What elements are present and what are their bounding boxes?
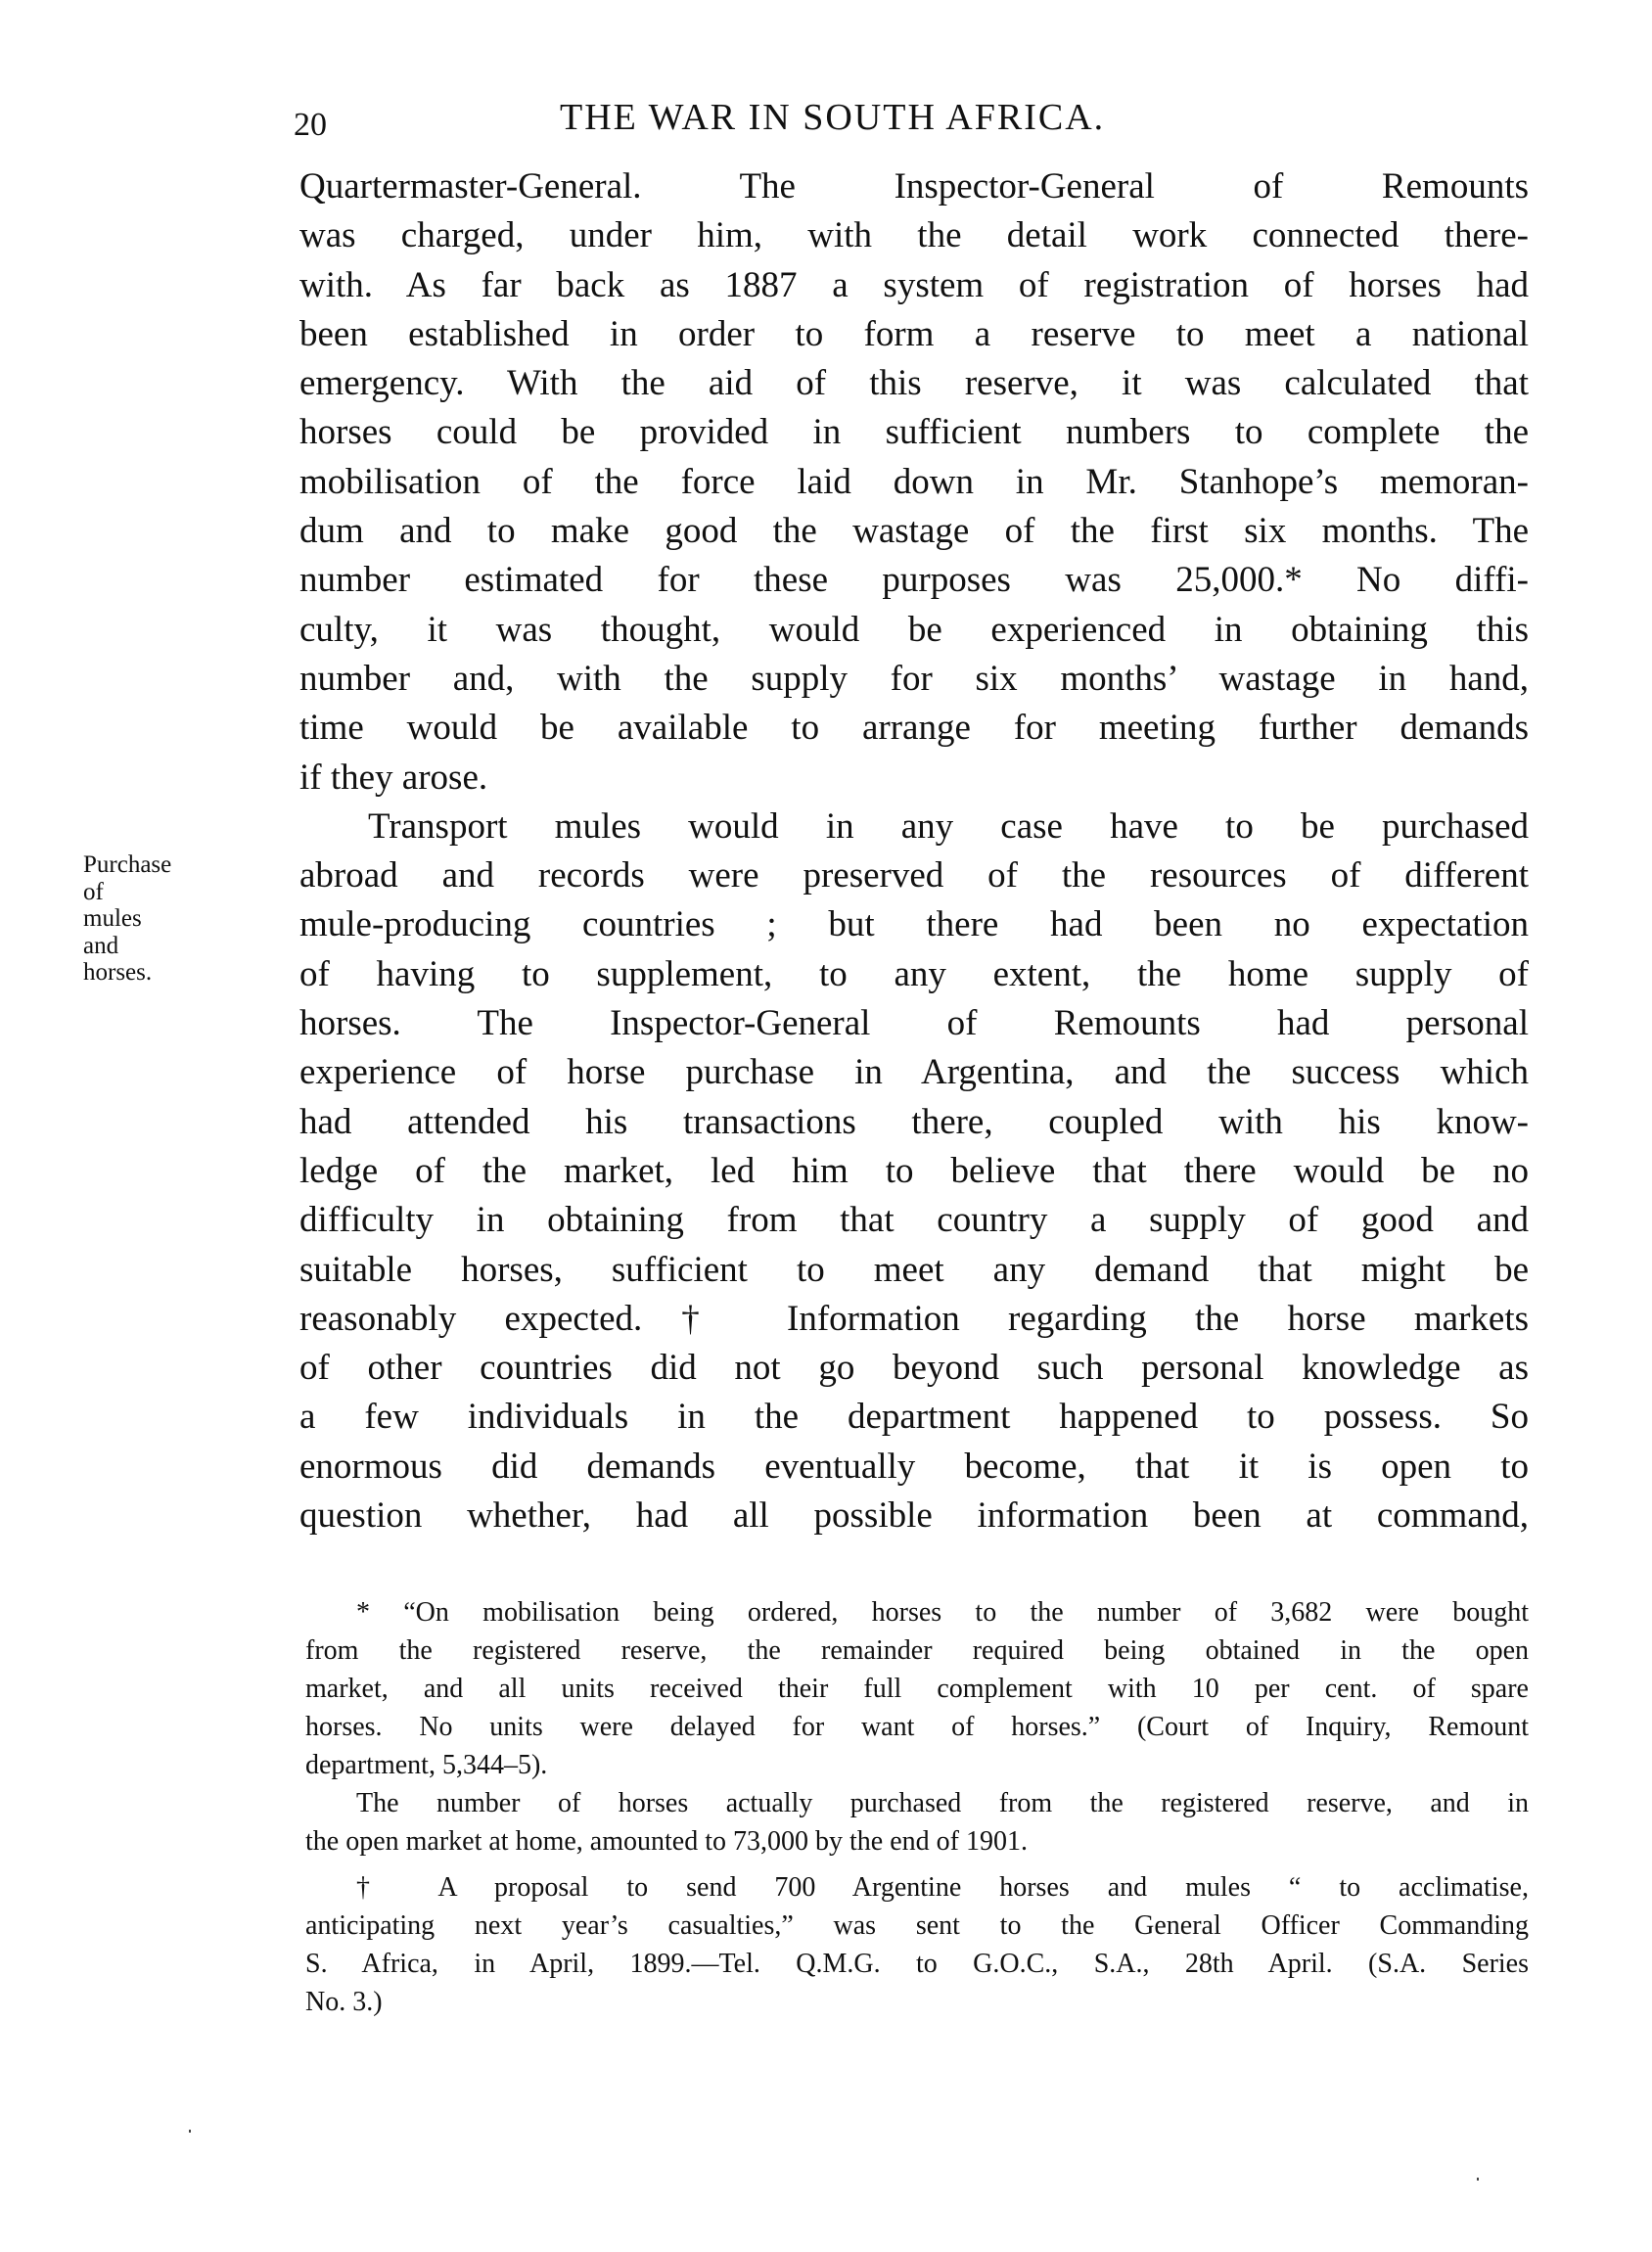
margin-note-line: Purchase [83, 851, 172, 878]
body-line: of other countries did not go beyond such personal knowledge as [299, 1348, 1529, 1389]
body-line: with. As far back as 1887 a system of registration of horses had [299, 264, 1529, 305]
body-line: horses could be provided in sufficient numbers to complete the [299, 412, 1529, 453]
body-line: horses. The Inspector-General of Remounts had personal [299, 1003, 1529, 1044]
body-line: difficulty in obtaining from that country a supply of good and [299, 1200, 1529, 1241]
body-line: Transport mules would in any case have to be purchased [368, 805, 1529, 847]
body-line: emergency. With the aid of this reserve, it was calculated that [299, 363, 1529, 404]
body-line: if they arose. [299, 757, 488, 798]
scan-speck [189, 2130, 191, 2133]
body-line: number estimated for these purposes was 25,000.* No diffi- [299, 560, 1529, 601]
body-line: reasonably expected.† Information regarding the horse markets [299, 1298, 1529, 1339]
margin-note [83, 851, 259, 987]
body-line: question whether, had all possible information been at command, [299, 1495, 1529, 1537]
page-number: 20 [294, 107, 327, 143]
footnote-line: department, 5,344–5). [305, 1750, 548, 1780]
footnote-star [305, 1593, 1529, 1784]
footnote-star-continued [305, 1784, 1529, 1861]
footnote-line: market, and all units received their full complement with 10 per cent. of spare [305, 1674, 1529, 1704]
scan-speck [1477, 2178, 1479, 2181]
footnote-line: No. 3.) [305, 1987, 383, 2017]
body-line: mobilisation of the force laid down in Mr. Stanhope’s memoran- [299, 461, 1529, 502]
footnote-dagger [305, 1868, 1529, 2021]
body-line: ledge of the market, led him to believe that there would be no [299, 1150, 1529, 1191]
footnote-line: † A proposal to send 700 Argentine horses and mules “ to acclimatise, [356, 1872, 1529, 1903]
body-line: time would be available to arrange for meeting further demands [299, 708, 1529, 749]
footnote-line: horses. No units were delayed for want of horses.” (Court of Inquiry, Remount [305, 1712, 1529, 1742]
footnote-line: from the registered reserve, the remainder required being obtained in the open [305, 1635, 1529, 1666]
footnote-line: anticipating next year’s casualties,” was sent to the General Officer Commanding [305, 1910, 1529, 1941]
body-line: Quartermaster-General. The Inspector-General of Remounts [299, 166, 1529, 207]
body-line: suitable horses, sufficient to meet any demand that might be [299, 1249, 1529, 1290]
body-line: was charged, under him, with the detail work connected there- [299, 215, 1529, 256]
body-line: experience of horse purchase in Argentina, and the success which [299, 1052, 1529, 1093]
body-line: abroad and records were preserved of the resources of different [299, 855, 1529, 896]
footnote-line: The number of horses actually purchased from the registered reserve, and in [356, 1788, 1529, 1818]
margin-note-line: horses. [83, 959, 153, 986]
body-line: of having to supplement, to any extent, the home supply of [299, 953, 1529, 994]
footnote-line: the open market at home, amounted to 73,000 by the end of 1901. [305, 1826, 1028, 1857]
body-line: mule-producing countries ; but there had been no expectation [299, 904, 1529, 945]
body-line: a few individuals in the department happened to possess. So [299, 1397, 1529, 1438]
margin-note-line: mules [83, 905, 142, 932]
body-line: been established in order to form a reserve to meet a national [299, 313, 1529, 354]
body-line: number and, with the supply for six months’ wastage in hand, [299, 658, 1529, 699]
footnote-line: * “On mobilisation being ordered, horses to the number of 3,682 were bought [356, 1597, 1529, 1628]
body-text [299, 162, 1529, 1540]
body-line: had attended his transactions there, coupled with his know- [299, 1101, 1529, 1142]
body-line: dum and to make good the wastage of the first six months. The [299, 511, 1529, 552]
body-line: culty, it was thought, would be experienced in obtaining this [299, 609, 1529, 650]
footnote-line: S. Africa, in April, 1899.—Tel. Q.M.G. to G.O.C., S.A., 28th April. (S.A. Series [305, 1949, 1529, 1979]
margin-note-line: of [83, 878, 104, 905]
footnotes [305, 1593, 1529, 2021]
margin-note-line: and [83, 932, 119, 959]
body-line: enormous did demands eventually become, that it is open to [299, 1446, 1529, 1487]
running-title: THE WAR IN SOUTH AFRICA. [560, 97, 1106, 138]
